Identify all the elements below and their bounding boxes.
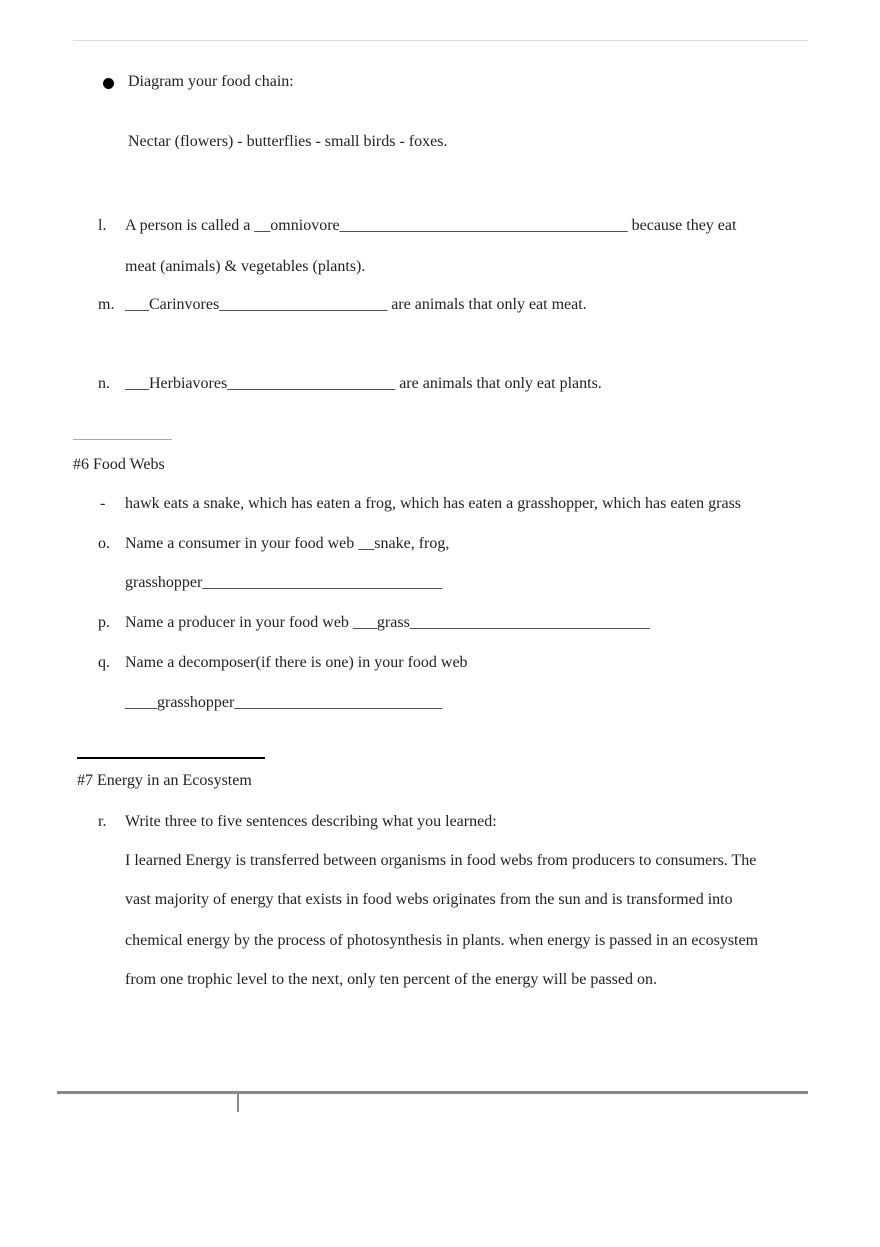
question-marker: m.: [98, 296, 115, 313]
question-text: ___Carinvores_____________________ are animals that only eat meat.: [125, 296, 587, 313]
question-marker: r.: [98, 813, 107, 830]
question-marker: q.: [98, 654, 110, 671]
question-text: Name a producer in your food web ___grass______________________________: [125, 614, 650, 631]
dash-marker: -: [100, 495, 106, 512]
food-chain-answer: Nectar (flowers) - butterflies - small birds - foxes.: [128, 133, 448, 150]
question-text: A person is called a __omniovore____________________________________ because they eat: [125, 217, 737, 234]
question-marker: p.: [98, 614, 110, 631]
question-text: ___Herbiavores_____________________ are animals that only eat plants.: [125, 375, 602, 392]
footer-rule: [57, 1091, 808, 1094]
header-rule: [73, 40, 808, 41]
question-marker: o.: [98, 535, 110, 552]
food-web-example: hawk eats a snake, which has eaten a frog, which has eaten a grasshopper, which has eaten grass: [125, 495, 742, 512]
question-text: meat (animals) & vegetables (plants).: [125, 258, 366, 275]
answer-line: chemical energy by the process of photosynthesis in plants. when energy is passed in an ecosystem: [125, 932, 759, 949]
food-chain-label: Diagram your food chain:: [128, 73, 294, 90]
question-text: Write three to five sentences describing what you learned:: [125, 813, 497, 830]
section-heading: #7 Energy in an Ecosystem: [77, 772, 252, 789]
answer-line: from one trophic level to the next, only ten percent of the energy will be passed on.: [125, 971, 657, 988]
answer-line: I learned Energy is transferred between organisms in food webs from producers to consumers. The: [125, 852, 757, 869]
question-text: ____grasshopper__________________________: [125, 694, 443, 711]
question-text: Name a consumer in your food web __snake, frog,: [125, 535, 450, 552]
answer-line: vast majority of energy that exists in food webs originates from the sun and is transformed into: [125, 891, 733, 908]
question-marker: n.: [98, 375, 110, 392]
section-divider: [77, 757, 265, 759]
question-text: Name a decomposer(if there is one) in your food web: [125, 654, 468, 671]
footer-tick: [237, 1094, 239, 1112]
section-heading: #6 Food Webs: [73, 456, 165, 473]
question-text: grasshopper______________________________: [125, 574, 443, 591]
question-marker: l.: [98, 217, 107, 234]
bullet-icon: [103, 78, 114, 89]
section-divider: [73, 439, 172, 440]
